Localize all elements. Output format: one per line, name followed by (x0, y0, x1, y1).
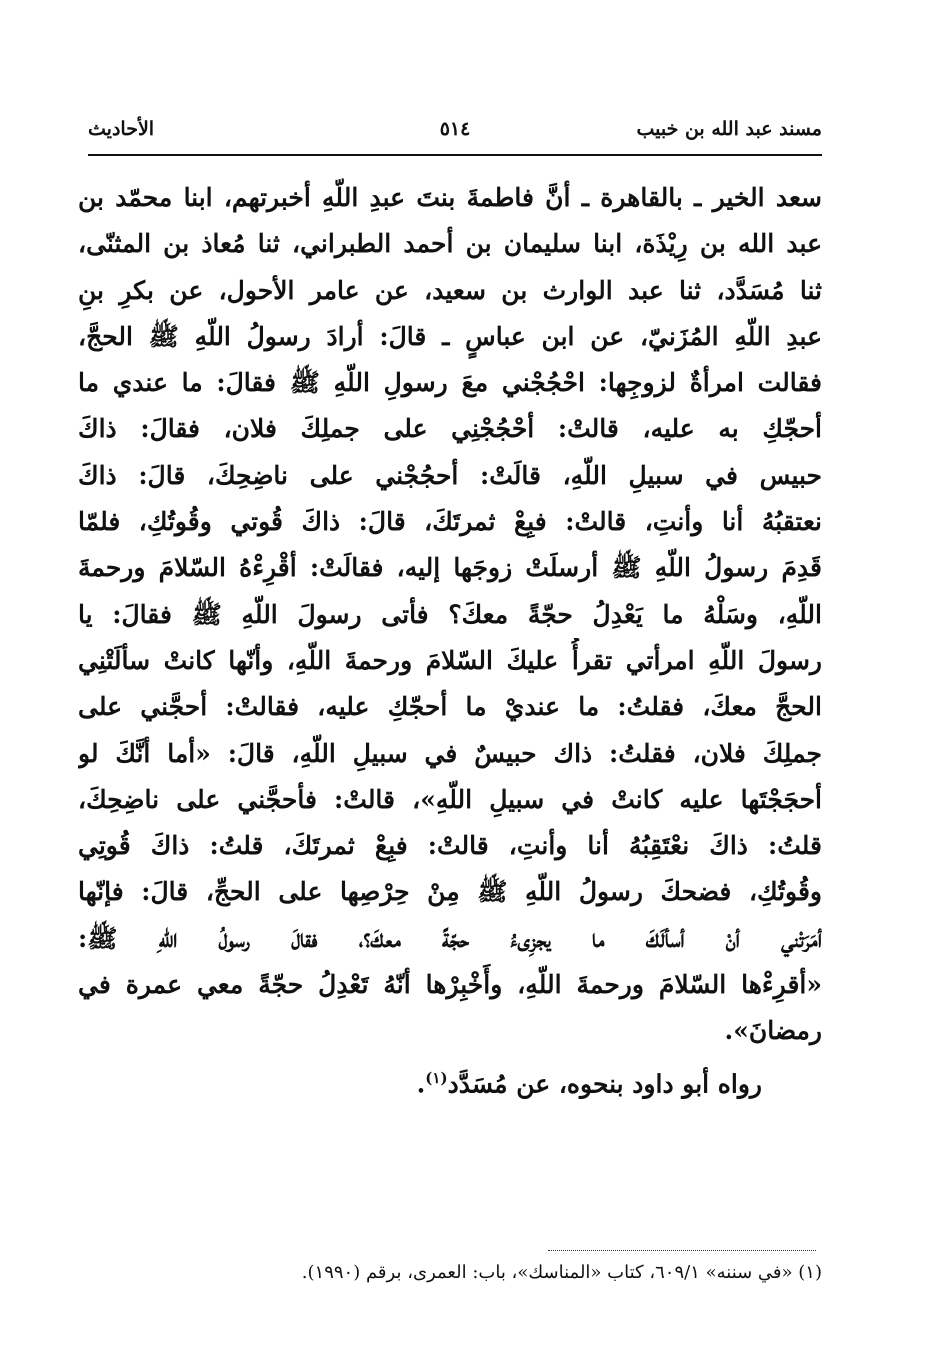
text-line: أحجَجْتَها عليه كانتْ في سبيلِ اللّهِ»، قالتْ: فأحجَّني على ناضِحِكَ، (78, 784, 822, 814)
closing-text: رواه أبو داود بنحوه، عن مُسَدَّد (447, 1068, 762, 1098)
header-chapter-title: الأحاديث (88, 118, 155, 140)
text-line: حبيس في سبيلِ اللّهِ، قالَتْ: أحجُجْني على ناضِحِكَ، قالَ: ذاكَ (78, 460, 822, 490)
text-line: نعتقبُهُ أنا وأنتِ، قالتْ: فبِعْ ثمرتَكَ، قالَ: ذاكَ قُوتي وقُوتُكِ، فلمّا (78, 507, 822, 537)
text-line: قلتُ: ذاكَ نعْتَقِبُهُ أنا وأنتِ، قالتْ: فبِعْ ثمرتَكَ، قلتُ: ذاكَ قُوتِي (78, 831, 822, 861)
text-line: رمضانَ». (724, 1016, 822, 1046)
closing-line (78, 1055, 822, 1101)
text-line: عبدِ اللّهِ المُزَنيّ، عن ابن عباسٍ ـ قالَ: أرادَ رسولُ اللّهِ ﷺ الحجَّ، (78, 321, 822, 351)
closing-end: . (416, 1068, 426, 1098)
text-line: أمَرَتْني أنْ أسألَكَ ما يجزِىءُ حجّةً معكَ؟، فقالَ رسولُ اللّهِ ﷺ: (78, 923, 822, 953)
text-line: عبد الله بن رِيْذَة، ابنا سليمان بن أحمد الطبراني، ثنا مُعاذ بن المثنّى، (78, 229, 822, 259)
text-line: فقالت امرأةٌ لزوجِها: احْجُجْني معَ رسولِ اللّهِ ﷺ فقالَ: ما عندي ما (78, 368, 822, 398)
text-line: قَدِمَ رسولُ اللّهِ ﷺ أرسلَتْ زوجَها إليه، فقالَتْ: أقْرِءْهُ السّلامَ ورحمةَ (78, 553, 822, 583)
hadith-text (78, 175, 822, 1101)
page-number: ٥١٤ (439, 118, 471, 140)
text-line: ثنا مُسَدَّد، ثنا عبد الوارث بن سعيد، عن عامر الأحول، عن بكرِ بنِ (78, 275, 822, 305)
text-line: سعد الخير ـ بالقاهرة ـ أنَّ فاطمةَ بنتَ عبدِ اللّهِ أخبرتهم، ابنا محمّد بن (78, 183, 822, 212)
text-line: أحجّكِ به عليه، قالتْ: أحْجُجْنِي على جملِكَ فلان، فقالَ: ذاكَ (78, 414, 822, 444)
text-line: «أقرِءْها السّلامَ ورحمةَ اللّهِ، وأَخْبِرْها أنّهُ تَعْدِلُ حجّةً معي عمرة في (78, 970, 822, 1000)
text-line: رسولَ اللّهِ امرأتي تقرأُ عليكَ السّلامَ ورحمةَ اللّهِ، وأنّها كانتْ سألَتْنِي (78, 645, 822, 675)
text-line: جملِكَ فلان، فقلتُ: ذاك حبيسٌ في سبيلِ اللّهِ، قالَ: «أما أنَّكَ لو (78, 738, 822, 768)
header-section-title: مسند عبد الله بن خبيب (636, 118, 822, 140)
header-rule (88, 154, 822, 156)
text-line: الحجَّ معكَ، فقلتُ: ما عنديْ ما أحجّكِ عليه، فقالتْ: أحجَّني على (78, 692, 822, 722)
footnote-ref[interactable]: (١) (425, 1068, 448, 1087)
running-header (88, 118, 822, 152)
footnote: (١) «في سننه» ٦٠٩/١، كتاب «المناسك»، باب: العمرى، برقم (١٩٩٠). (301, 1262, 822, 1283)
footnote-separator (548, 1250, 816, 1251)
text-line: وقُوتُكِ، فضحكَ رسولُ اللّهِ ﷺ مِنْ حِرْصِها على الحجِّ، قالَ: فإنّها (78, 877, 822, 907)
text-line: اللّهِ، وسَلْهُ ما يَعْدِلُ حجّةً معكَ؟ فأتى رسولَ اللّهِ ﷺ فقالَ: يا (78, 599, 822, 629)
